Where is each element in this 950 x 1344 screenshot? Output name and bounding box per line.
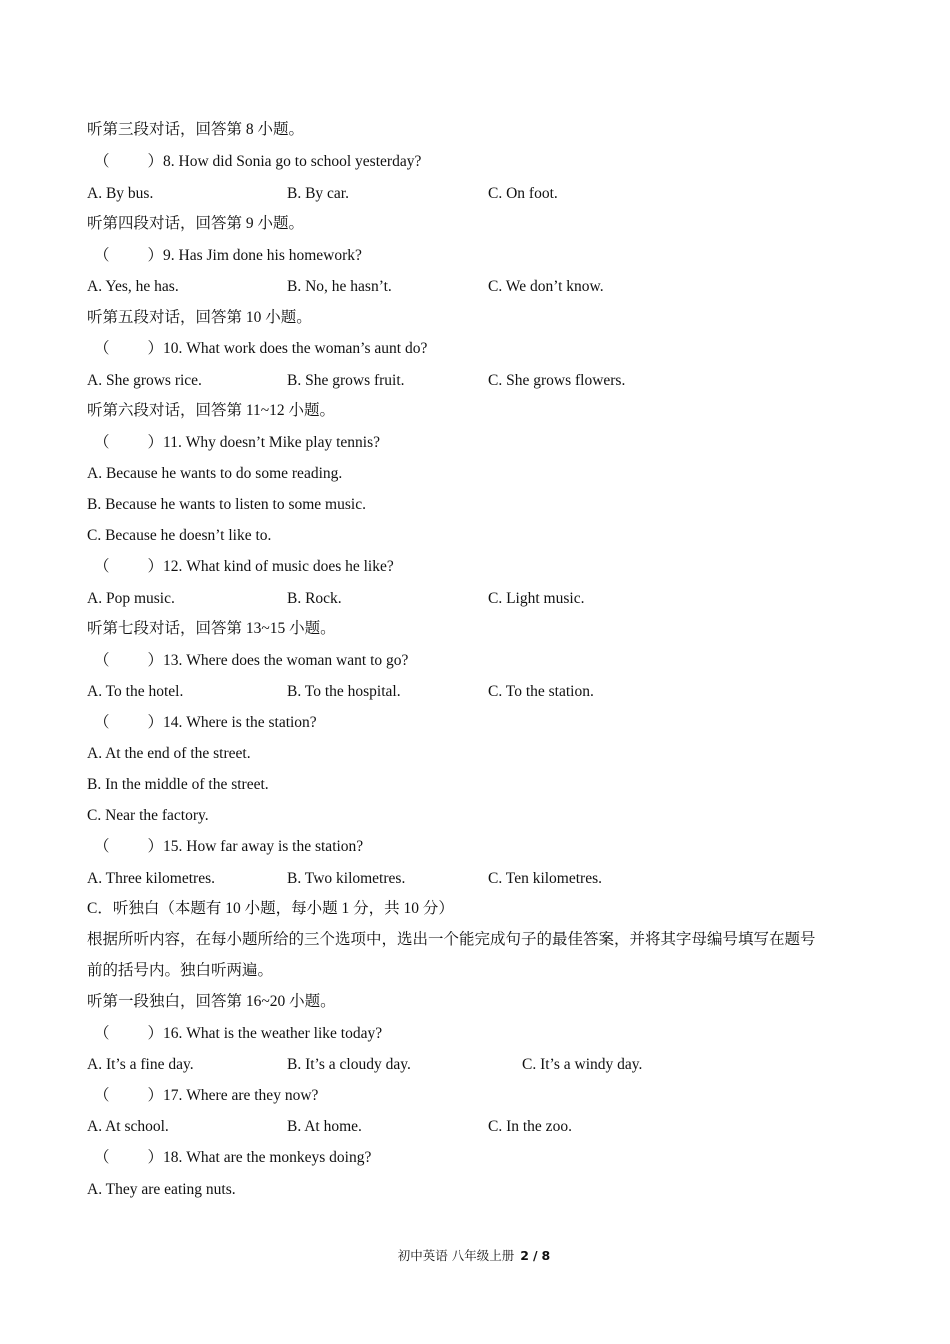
- option-c: C. In the zoo.: [488, 1118, 572, 1135]
- question-text: 10. What work does the woman’s aunt do?: [163, 340, 428, 357]
- page-total: 8: [541, 1248, 551, 1263]
- option-a: A. By bus.: [87, 185, 154, 202]
- option-a: A. It’s a fine day.: [87, 1056, 194, 1073]
- page-footer: [0, 1246, 950, 1264]
- question-15: [94, 837, 363, 857]
- question-14: [94, 713, 317, 733]
- question-text: 8. How did Sonia go to school yesterday?: [163, 153, 422, 170]
- option-b: B. Because he wants to listen to some music.: [87, 496, 366, 513]
- answer-paren-open: （: [94, 340, 110, 357]
- option-a: A. Yes, he has.: [87, 278, 179, 295]
- question-text: 13. Where does the woman want to go?: [163, 652, 409, 669]
- answer-paren-close: ）: [147, 558, 164, 575]
- question-17: [94, 1086, 318, 1106]
- option-a: A. At the end of the street.: [87, 745, 251, 762]
- option-b: B. No, he hasn’t.: [287, 278, 392, 295]
- section-heading-6: 听第六段对话，回答第 11~12 小题。: [87, 402, 336, 419]
- option-c: C. Near the factory.: [87, 807, 209, 824]
- question-8: [94, 152, 421, 172]
- section-heading-7: 听第七段对话，回答第 13~15 小题。: [87, 620, 336, 637]
- answer-paren-open: （: [94, 714, 110, 731]
- answer-paren-open: （: [94, 247, 110, 264]
- answer-paren-close: ）: [147, 247, 164, 264]
- question-16: [94, 1024, 382, 1044]
- option-a: A. Pop music.: [87, 590, 175, 607]
- option-a: A. They are eating nuts.: [87, 1181, 236, 1198]
- question-11: [94, 433, 380, 453]
- answer-paren-close: ）: [147, 714, 164, 731]
- option-b: B. At home.: [287, 1118, 362, 1135]
- option-a: A. She grows rice.: [87, 372, 202, 389]
- footer-label: 初中英语 八年级上册: [397, 1248, 515, 1263]
- option-c: C. It’s a windy day.: [522, 1056, 643, 1073]
- answer-paren-close: ）: [147, 1025, 164, 1042]
- instructions-line-1: 根据所听内容，在每小题所给的三个选项中，选出一个能完成句子的最佳答案，并将其字母编号填写在题号: [87, 931, 816, 948]
- answer-paren-close: ）: [147, 340, 164, 357]
- question-text: 18. What are the monkeys doing?: [163, 1149, 372, 1166]
- question-text: 9. Has Jim done his homework?: [163, 247, 362, 264]
- option-c: C. Light music.: [488, 590, 585, 607]
- answer-paren-close: ）: [147, 838, 164, 855]
- answer-paren-open: （: [94, 434, 110, 451]
- section-heading-5: 听第五段对话，回答第 10 小题。: [87, 309, 312, 326]
- option-c: C. On foot.: [488, 185, 558, 202]
- answer-paren-close: ）: [147, 153, 164, 170]
- question-text: 15. How far away is the station?: [163, 838, 364, 855]
- question-text: 17. Where are they now?: [163, 1087, 319, 1104]
- question-10: [94, 339, 427, 359]
- part-c-heading: C．听独白（本题有 10 小题，每小题 1 分，共 10 分）: [87, 900, 454, 917]
- option-c: C. She grows flowers.: [488, 372, 626, 389]
- question-text: 16. What is the weather like today?: [163, 1025, 383, 1042]
- answer-paren-close: ）: [147, 434, 164, 451]
- option-b: B. To the hospital.: [287, 683, 401, 700]
- option-a: A. Three kilometres.: [87, 870, 215, 887]
- question-12: [94, 557, 394, 577]
- answer-paren-close: ）: [147, 652, 164, 669]
- option-c: C. Ten kilometres.: [488, 870, 603, 887]
- option-b: B. Two kilometres.: [287, 870, 406, 887]
- option-b: B. Rock.: [287, 590, 342, 607]
- answer-paren-close: ）: [147, 1087, 164, 1104]
- answer-paren-open: （: [94, 558, 110, 575]
- option-b: B. It’s a cloudy day.: [287, 1056, 411, 1073]
- option-c: C. To the station.: [488, 683, 594, 700]
- option-b: B. In the middle of the street.: [87, 776, 269, 793]
- option-c: C. We don’t know.: [488, 278, 604, 295]
- answer-paren-open: （: [94, 1087, 110, 1104]
- question-text: 12. What kind of music does he like?: [163, 558, 394, 575]
- page-number: 2: [520, 1248, 529, 1263]
- option-c: C. Because he doesn’t like to.: [87, 527, 272, 544]
- question-9: [94, 246, 362, 266]
- option-a: A. Because he wants to do some reading.: [87, 465, 343, 482]
- option-b: B. She grows fruit.: [287, 372, 405, 389]
- option-a: A. To the hotel.: [87, 683, 184, 700]
- question-18: [94, 1148, 371, 1168]
- answer-paren-close: ）: [147, 1149, 164, 1166]
- question-13: [94, 651, 408, 671]
- answer-paren-open: （: [94, 838, 110, 855]
- option-a: A. At school.: [87, 1118, 169, 1135]
- answer-paren-open: （: [94, 153, 110, 170]
- page-separator: /: [532, 1248, 538, 1263]
- question-text: 14. Where is the station?: [163, 714, 317, 731]
- instructions-line-2: 前的括号内。独白听两遍。: [87, 962, 274, 979]
- section-heading-4: 听第四段对话，回答第 9 小题。: [87, 215, 305, 232]
- question-text: 11. Why doesn’t Mike play tennis?: [163, 434, 380, 451]
- monologue-heading-1: 听第一段独白，回答第 16~20 小题。: [87, 993, 336, 1010]
- section-heading-3: 听第三段对话，回答第 8 小题。: [87, 121, 305, 138]
- answer-paren-open: （: [94, 1149, 110, 1166]
- answer-paren-open: （: [94, 652, 110, 669]
- option-b: B. By car.: [287, 185, 349, 202]
- answer-paren-open: （: [94, 1025, 110, 1042]
